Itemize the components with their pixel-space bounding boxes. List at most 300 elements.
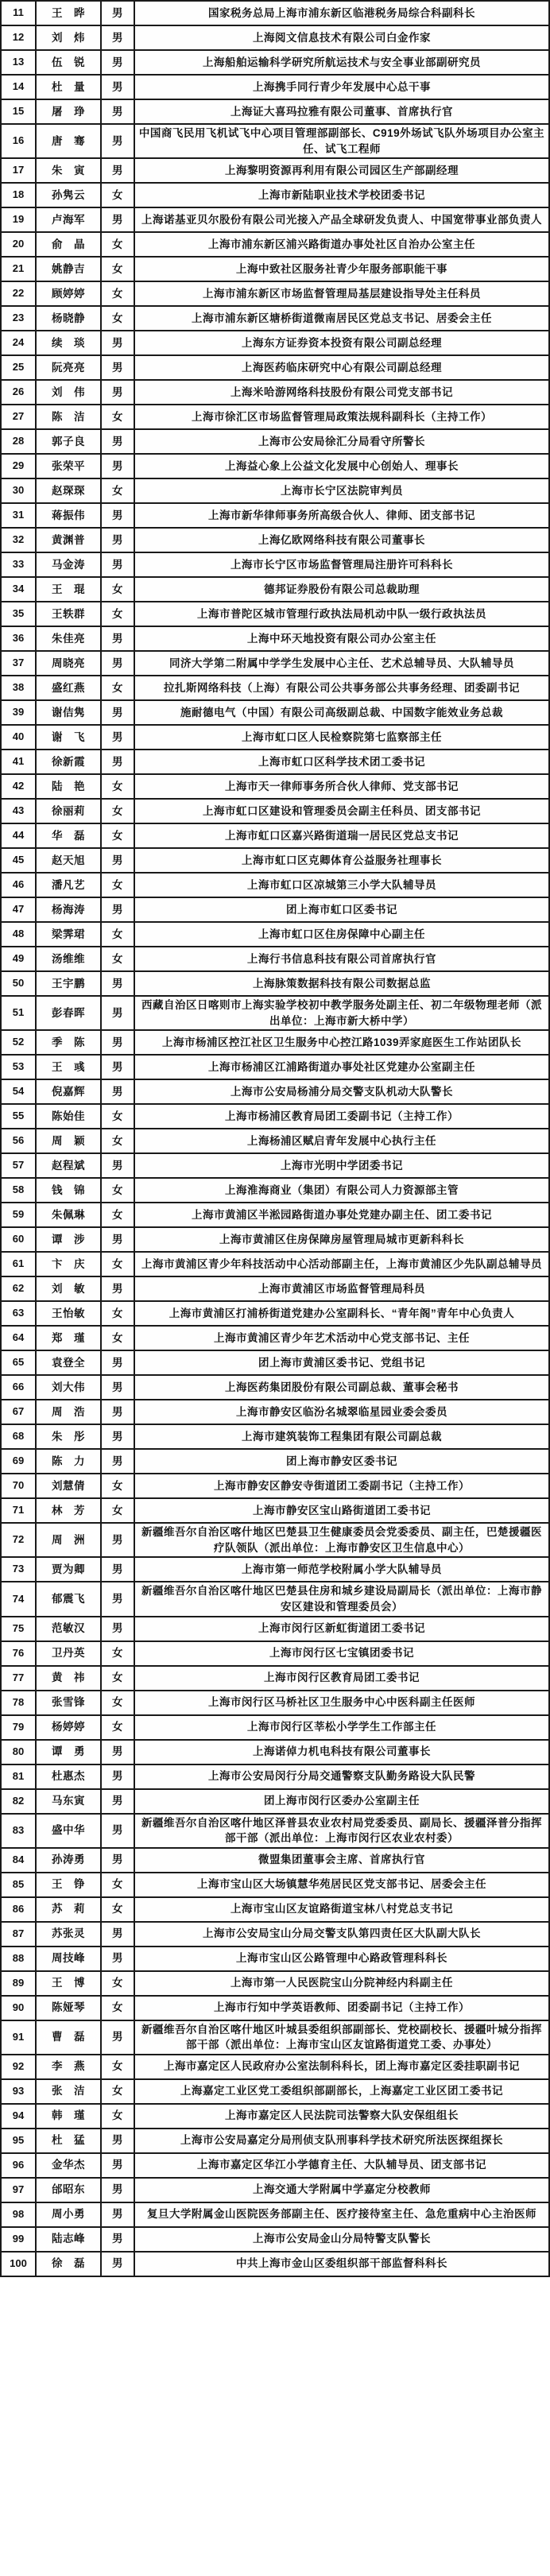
row-number-cell: 74 — [2, 1582, 37, 1617]
name-cell: 杜 猛 — [37, 2129, 102, 2154]
position-cell: 上海益心象上公益文化发展中心创始人、理事长 — [135, 455, 550, 479]
name-cell: 盛中华 — [37, 1815, 102, 1849]
position-cell: 上海市浦东新区市场监督管理局基层建设指导处主任科员 — [135, 282, 550, 307]
table-row — [2, 1997, 550, 2021]
position-cell: 上海市闵行区七宝镇团委书记 — [135, 1642, 550, 1667]
gender-cell: 女 — [102, 1129, 135, 1154]
gender-cell: 女 — [102, 2080, 135, 2105]
position-cell: 上海船舶运输科学研究所航运技术与安全事业部副研究员 — [135, 51, 550, 76]
table-row — [2, 800, 550, 824]
position-cell: 上海市宝山区大场镇慧华苑居民区党支部书记、居委会主任 — [135, 1873, 550, 1898]
row-number-cell: 29 — [2, 455, 37, 479]
row-number-cell: 34 — [2, 578, 37, 602]
name-cell: 徐 磊 — [37, 2253, 102, 2277]
name-cell: 赵天旭 — [37, 849, 102, 874]
row-number-cell: 27 — [2, 405, 37, 430]
position-cell: 新疆维吾尔自治区喀什地区叶城县委组织部副部长、党校副校长、援疆叶城分指挥部干部（派出单位：上海市宝山区友谊路街道党工委、办事处） — [135, 2021, 550, 2055]
table-row — [2, 430, 550, 455]
position-cell: 上海市黄浦区青少年科技活动中心活动部副主任，上海市黄浦区少先队副总辅导员 — [135, 1253, 550, 1277]
table-row — [2, 1080, 550, 1105]
gender-cell: 女 — [102, 1716, 135, 1741]
position-cell: 上海中环天地投资有限公司办公室主任 — [135, 627, 550, 652]
table-row — [2, 972, 550, 997]
name-cell: 周 颖 — [37, 1129, 102, 1154]
row-number-cell: 39 — [2, 701, 37, 726]
row-number-cell: 12 — [2, 26, 37, 51]
position-cell: 新疆维吾尔自治区喀什地区泽普县农业农村局党委委员、副局长、援疆泽普分指挥部干部（派出单位：上海市闵行区农业农村委） — [135, 1815, 550, 1849]
name-cell: 曹 磊 — [37, 2021, 102, 2055]
row-number-cell: 50 — [2, 972, 37, 997]
table-row — [2, 824, 550, 849]
name-cell: 林 芳 — [37, 1499, 102, 1524]
gender-cell: 男 — [102, 2021, 135, 2055]
row-number-cell: 54 — [2, 1080, 37, 1105]
name-cell: 倪嘉辉 — [37, 1080, 102, 1105]
name-cell: 杨海涛 — [37, 898, 102, 923]
name-cell: 陆志峰 — [37, 2228, 102, 2253]
row-number-cell: 24 — [2, 331, 37, 356]
table-row — [2, 676, 550, 701]
table-row — [2, 849, 550, 874]
gender-cell: 男 — [102, 100, 135, 125]
position-cell: 上海市静安区静安寺街道团工委副书记（主持工作） — [135, 1474, 550, 1499]
row-number-cell: 32 — [2, 529, 37, 553]
table-row — [2, 1617, 550, 1642]
name-cell: 姚静吉 — [37, 258, 102, 282]
position-cell: 上海市虹口区凉城第三小学大队辅导员 — [135, 874, 550, 898]
gender-cell: 女 — [102, 824, 135, 849]
position-cell: 上海市浦东新区浦兴路街道办事处社区自治办公室主任 — [135, 233, 550, 258]
gender-cell: 女 — [102, 676, 135, 701]
table-row — [2, 1277, 550, 1302]
table-row — [2, 1642, 550, 1667]
row-number-cell: 98 — [2, 2203, 37, 2228]
position-cell: 上海市静安区临汾名城翠临星园业委会委员 — [135, 1400, 550, 1425]
name-cell: 苏张灵 — [37, 1923, 102, 1947]
table-row — [2, 947, 550, 972]
position-cell: 上海市闵行区马桥社区卫生服务中心中医科副主任医师 — [135, 1691, 550, 1716]
table-row — [2, 1873, 550, 1898]
row-number-cell: 49 — [2, 947, 37, 972]
name-cell: 唐 骞 — [37, 125, 102, 159]
row-number-cell: 42 — [2, 775, 37, 800]
gender-cell: 男 — [102, 1849, 135, 1873]
position-cell: 上海市嘉定区人民政府办公室法制科科长，团上海市嘉定区委挂职副书记 — [135, 2055, 550, 2080]
name-cell: 郁震飞 — [37, 1582, 102, 1617]
row-number-cell: 73 — [2, 1558, 37, 1582]
name-cell: 周晓亮 — [37, 652, 102, 676]
table-row — [2, 1849, 550, 1873]
name-cell: 屠 琤 — [37, 100, 102, 125]
name-cell: 韩 瑾 — [37, 2105, 102, 2129]
table-row — [2, 923, 550, 947]
table-row — [2, 504, 550, 529]
row-number-cell: 46 — [2, 874, 37, 898]
position-cell: 上海市嘉定区人民法院司法警察大队安保组组长 — [135, 2105, 550, 2129]
table-row — [2, 1524, 550, 1558]
gender-cell: 男 — [102, 627, 135, 652]
position-cell: 上海市杨浦区教育局团工委副书记（主持工作） — [135, 1105, 550, 1129]
position-cell: 上海阅文信息技术有限公司白金作家 — [135, 26, 550, 51]
row-number-cell: 40 — [2, 726, 37, 750]
position-cell: 上海证大喜玛拉雅有限公司董事、首席执行官 — [135, 100, 550, 125]
table-row — [2, 51, 550, 76]
row-number-cell: 77 — [2, 1667, 37, 1691]
row-number-cell: 15 — [2, 100, 37, 125]
position-cell: 上海东方证券资本投资有限公司副总经理 — [135, 331, 550, 356]
position-cell: 上海市静安区宝山路街道团工委书记 — [135, 1499, 550, 1524]
table-row — [2, 1302, 550, 1327]
row-number-cell: 72 — [2, 1524, 37, 1558]
gender-cell: 女 — [102, 1499, 135, 1524]
table-row — [2, 2, 550, 26]
table-row — [2, 184, 550, 208]
gender-cell: 女 — [102, 1302, 135, 1327]
name-cell: 赵琛琛 — [37, 479, 102, 504]
name-cell: 杜 量 — [37, 76, 102, 100]
name-cell: 陈娅琴 — [37, 1997, 102, 2021]
table-row — [2, 898, 550, 923]
name-cell: 王宇鹏 — [37, 972, 102, 997]
row-number-cell: 63 — [2, 1302, 37, 1327]
gender-cell: 男 — [102, 1617, 135, 1642]
name-cell: 俞 晶 — [37, 233, 102, 258]
gender-cell: 男 — [102, 1790, 135, 1815]
row-number-cell: 58 — [2, 1179, 37, 1203]
row-number-cell: 19 — [2, 208, 37, 233]
row-number-cell: 53 — [2, 1056, 37, 1080]
row-number-cell: 88 — [2, 1947, 37, 1972]
name-cell: 华 磊 — [37, 824, 102, 849]
table-row — [2, 701, 550, 726]
table-row — [2, 100, 550, 125]
position-cell: 拉扎斯网络科技（上海）有限公司公共事务部公共事务经理、团委副书记 — [135, 676, 550, 701]
row-number-cell: 93 — [2, 2080, 37, 2105]
table-row — [2, 208, 550, 233]
table-row — [2, 627, 550, 652]
name-cell: 潘凡艺 — [37, 874, 102, 898]
row-number-cell: 33 — [2, 553, 37, 578]
name-cell: 陆 艳 — [37, 775, 102, 800]
name-cell: 续 琰 — [37, 331, 102, 356]
row-number-cell: 21 — [2, 258, 37, 282]
table-row — [2, 233, 550, 258]
name-cell: 李 燕 — [37, 2055, 102, 2080]
table-row — [2, 997, 550, 1031]
name-cell: 赵程斌 — [37, 1154, 102, 1179]
position-cell: 上海市公安局嘉定分局刑侦支队刑事科学技术研究所法医探组探长 — [135, 2129, 550, 2154]
row-number-cell: 31 — [2, 504, 37, 529]
table-row — [2, 258, 550, 282]
gender-cell: 男 — [102, 701, 135, 726]
row-number-cell: 64 — [2, 1327, 37, 1351]
row-number-cell: 48 — [2, 923, 37, 947]
row-number-cell: 22 — [2, 282, 37, 307]
row-number-cell: 87 — [2, 1923, 37, 1947]
row-number-cell: 76 — [2, 1642, 37, 1667]
row-number-cell: 79 — [2, 1716, 37, 1741]
name-cell: 刘 敏 — [37, 1277, 102, 1302]
position-cell: 上海市黄浦区半淞园路街道办事处党建办副主任、团工委书记 — [135, 1203, 550, 1228]
row-number-cell: 60 — [2, 1228, 37, 1253]
table-row — [2, 1923, 550, 1947]
row-number-cell: 86 — [2, 1898, 37, 1923]
gender-cell: 男 — [102, 504, 135, 529]
name-cell: 王怡敏 — [37, 1302, 102, 1327]
position-cell: 上海市公安局闵行分局交通警察支队勤务路设大队民警 — [135, 1765, 550, 1790]
gender-cell: 男 — [102, 2179, 135, 2203]
row-number-cell: 47 — [2, 898, 37, 923]
gender-cell: 男 — [102, 1741, 135, 1765]
position-cell: 上海市嘉定区华江小学德育主任、大队辅导员、团支部书记 — [135, 2154, 550, 2179]
name-cell: 卫丹英 — [37, 1642, 102, 1667]
name-cell: 卞 庆 — [37, 1253, 102, 1277]
row-number-cell: 82 — [2, 1790, 37, 1815]
table-row — [2, 750, 550, 775]
position-cell: 上海市虹口区克卿体育公益服务社理事长 — [135, 849, 550, 874]
name-cell: 王 博 — [37, 1972, 102, 1997]
gender-cell: 女 — [102, 282, 135, 307]
row-number-cell: 96 — [2, 2154, 37, 2179]
name-cell: 陈始佳 — [37, 1105, 102, 1129]
position-cell: 上海淮海商业（集团）有限公司人力资源部主管 — [135, 1179, 550, 1203]
name-cell: 王 彧 — [37, 1056, 102, 1080]
table-row — [2, 1947, 550, 1972]
name-cell: 王 晔 — [37, 2, 102, 26]
position-cell: 上海市光明中学团委书记 — [135, 1154, 550, 1179]
row-number-cell: 28 — [2, 430, 37, 455]
name-cell: 谭 勇 — [37, 1741, 102, 1765]
gender-cell: 女 — [102, 947, 135, 972]
gender-cell: 男 — [102, 208, 135, 233]
position-cell: 上海市虹口区嘉兴路街道瑞一居民区党总支书记 — [135, 824, 550, 849]
name-cell: 周 浩 — [37, 1400, 102, 1425]
position-cell: 上海市行知中学英语教师、团委副书记（主持工作） — [135, 1997, 550, 2021]
table-row — [2, 76, 550, 100]
position-cell: 上海脉策数据科技有限公司数据总监 — [135, 972, 550, 997]
gender-cell: 女 — [102, 258, 135, 282]
gender-cell: 男 — [102, 455, 135, 479]
gender-cell: 男 — [102, 2154, 135, 2179]
table-row — [2, 1203, 550, 1228]
name-cell: 汤维维 — [37, 947, 102, 972]
gender-cell: 男 — [102, 331, 135, 356]
position-cell: 上海医药临床研究中心有限公司副总经理 — [135, 356, 550, 381]
gender-cell: 男 — [102, 1947, 135, 1972]
gender-cell: 男 — [102, 1351, 135, 1376]
position-cell: 上海市普陀区城市管理行政执法局机动中队一级行政执法员 — [135, 602, 550, 627]
row-number-cell: 52 — [2, 1031, 37, 1056]
gender-cell: 男 — [102, 381, 135, 405]
name-cell: 刘 炜 — [37, 26, 102, 51]
name-cell: 郑 瑾 — [37, 1327, 102, 1351]
gender-cell: 男 — [102, 1376, 135, 1400]
row-number-cell: 89 — [2, 1972, 37, 1997]
gender-cell: 女 — [102, 1179, 135, 1203]
position-cell: 上海市长宁区市场监督管理局注册许可科科长 — [135, 553, 550, 578]
name-cell: 季 陈 — [37, 1031, 102, 1056]
gender-cell: 女 — [102, 1203, 135, 1228]
table-row — [2, 652, 550, 676]
name-cell: 杨晓静 — [37, 307, 102, 331]
position-cell: 上海米哈游网络科技股份有限公司党支部书记 — [135, 381, 550, 405]
position-cell: 团上海市静安区委书记 — [135, 1450, 550, 1474]
gender-cell: 男 — [102, 2203, 135, 2228]
name-cell: 杜惠杰 — [37, 1765, 102, 1790]
name-cell: 苏 莉 — [37, 1898, 102, 1923]
position-cell: 上海市黄浦区打浦桥街道党建办公室副科长、“青年阁”青年中心负责人 — [135, 1302, 550, 1327]
name-cell: 马金涛 — [37, 553, 102, 578]
gender-cell: 女 — [102, 578, 135, 602]
gender-cell: 男 — [102, 1582, 135, 1617]
table-row — [2, 1499, 550, 1524]
row-number-cell: 35 — [2, 602, 37, 627]
gender-cell: 男 — [102, 2253, 135, 2277]
gender-cell: 男 — [102, 76, 135, 100]
gender-cell: 男 — [102, 1923, 135, 1947]
position-cell: 团上海市黄浦区委书记、党组书记 — [135, 1351, 550, 1376]
table-row — [2, 1031, 550, 1056]
row-number-cell: 100 — [2, 2253, 37, 2277]
table-row — [2, 578, 550, 602]
name-cell: 陈 力 — [37, 1450, 102, 1474]
row-number-cell: 23 — [2, 307, 37, 331]
gender-cell: 男 — [102, 1400, 135, 1425]
gender-cell: 女 — [102, 479, 135, 504]
table-row — [2, 2105, 550, 2129]
position-cell: 微盟集团董事会主席、首席执行官 — [135, 1849, 550, 1873]
position-cell: 中共上海市金山区委组织部干部监督科科长 — [135, 2253, 550, 2277]
position-cell: 上海市公安局杨浦分局交警支队机动大队警长 — [135, 1080, 550, 1105]
name-cell: 盛红燕 — [37, 676, 102, 701]
gender-cell: 男 — [102, 125, 135, 159]
name-cell: 黄 祎 — [37, 1667, 102, 1691]
position-cell: 上海市杨浦区控江社区卫生服务中心控江路1039弄家庭医生工作站团队长 — [135, 1031, 550, 1056]
gender-cell: 女 — [102, 602, 135, 627]
table-row — [2, 1815, 550, 1849]
position-cell: 中国商飞民用飞机试飞中心项目管理部副部长、C919外场试飞队外场项目办公室主任、试飞工程师 — [135, 125, 550, 159]
name-cell: 张荣平 — [37, 455, 102, 479]
row-number-cell: 18 — [2, 184, 37, 208]
gender-cell: 男 — [102, 1080, 135, 1105]
row-number-cell: 30 — [2, 479, 37, 504]
position-cell: 上海黎明资源再利用有限公司园区生产部副经理 — [135, 159, 550, 184]
position-cell: 团上海市虹口区委书记 — [135, 898, 550, 923]
row-number-cell: 56 — [2, 1129, 37, 1154]
row-number-cell: 62 — [2, 1277, 37, 1302]
row-number-cell: 92 — [2, 2055, 37, 2080]
row-number-cell: 69 — [2, 1450, 37, 1474]
position-cell: 上海市闵行区新虹街道团工委书记 — [135, 1617, 550, 1642]
gender-cell: 女 — [102, 1327, 135, 1351]
row-number-cell: 66 — [2, 1376, 37, 1400]
gender-cell: 女 — [102, 800, 135, 824]
table-row — [2, 1450, 550, 1474]
gender-cell: 男 — [102, 972, 135, 997]
position-cell: 施耐德电气（中国）有限公司高级副总裁、中国数字能效业务总裁 — [135, 701, 550, 726]
position-cell: 上海市闵行区教育局团工委书记 — [135, 1667, 550, 1691]
table-row — [2, 1558, 550, 1582]
row-number-cell: 36 — [2, 627, 37, 652]
name-cell: 王轶群 — [37, 602, 102, 627]
name-cell: 谢 飞 — [37, 726, 102, 750]
table-row — [2, 381, 550, 405]
row-number-cell: 14 — [2, 76, 37, 100]
position-cell: 上海市虹口区建设和管理委员会副主任科员、团支部书记 — [135, 800, 550, 824]
name-cell: 王 琨 — [37, 578, 102, 602]
position-cell: 上海携手同行青少年发展中心总干事 — [135, 76, 550, 100]
table-row — [2, 1376, 550, 1400]
gender-cell: 男 — [102, 750, 135, 775]
row-number-cell: 17 — [2, 159, 37, 184]
gender-cell: 男 — [102, 2129, 135, 2154]
position-cell: 同济大学第二附属中学学生发展中心主任、艺术总辅导员、大队辅导员 — [135, 652, 550, 676]
position-cell: 上海诺倬力机电科技有限公司董事长 — [135, 1741, 550, 1765]
gender-cell: 女 — [102, 233, 135, 258]
gender-cell: 男 — [102, 159, 135, 184]
row-number-cell: 16 — [2, 125, 37, 159]
position-cell: 国家税务总局上海市浦东新区临港税务局综合科副科长 — [135, 2, 550, 26]
name-cell: 金华杰 — [37, 2154, 102, 2179]
gender-cell: 女 — [102, 775, 135, 800]
table-row — [2, 2154, 550, 2179]
name-cell: 孙涛勇 — [37, 1849, 102, 1873]
row-number-cell: 55 — [2, 1105, 37, 1129]
name-cell: 袁登全 — [37, 1351, 102, 1376]
table-row — [2, 1400, 550, 1425]
position-cell: 上海诺基亚贝尔股份有限公司光接入产品全球研发负责人、中国宽带事业部负责人 — [135, 208, 550, 233]
gender-cell: 女 — [102, 184, 135, 208]
position-cell: 上海市公安局宝山分局交警支队第四责任区大队副大队长 — [135, 1923, 550, 1947]
name-cell: 朱佩琳 — [37, 1203, 102, 1228]
gender-cell: 女 — [102, 1997, 135, 2021]
gender-cell: 男 — [102, 1031, 135, 1056]
name-cell: 朱 彤 — [37, 1425, 102, 1450]
table-row — [2, 2179, 550, 2203]
name-cell: 周 洲 — [37, 1524, 102, 1558]
position-cell: 上海嘉定工业区党工委组织部副部长，上海嘉定工业区团工委书记 — [135, 2080, 550, 2105]
table-row — [2, 1691, 550, 1716]
table-row — [2, 1741, 550, 1765]
name-cell: 郭子良 — [37, 430, 102, 455]
table-row — [2, 2203, 550, 2228]
row-number-cell: 20 — [2, 233, 37, 258]
row-number-cell: 38 — [2, 676, 37, 701]
table-row — [2, 1351, 550, 1376]
gender-cell: 女 — [102, 923, 135, 947]
position-cell: 上海市新陆职业技术学校团委书记 — [135, 184, 550, 208]
gender-cell: 女 — [102, 1873, 135, 1898]
row-number-cell: 85 — [2, 1873, 37, 1898]
table-row — [2, 874, 550, 898]
name-cell: 谢佶隽 — [37, 701, 102, 726]
position-cell: 新疆维吾尔自治区喀什地区巴楚县卫生健康委员会党委委员、副主任，巴楚援疆医疗队领队（派出单位：上海市静安区卫生信息中心） — [135, 1524, 550, 1558]
row-number-cell: 94 — [2, 2105, 37, 2129]
gender-cell: 男 — [102, 2228, 135, 2253]
gender-cell: 男 — [102, 1815, 135, 1849]
table-row — [2, 1790, 550, 1815]
row-number-cell: 84 — [2, 1849, 37, 1873]
name-cell: 彭春晖 — [37, 997, 102, 1031]
row-number-cell: 43 — [2, 800, 37, 824]
position-cell: 上海市新华律师事务所高级合伙人、律师、团支部书记 — [135, 504, 550, 529]
table-row — [2, 307, 550, 331]
name-cell: 梁霁珺 — [37, 923, 102, 947]
gender-cell: 男 — [102, 2, 135, 26]
table-row — [2, 1474, 550, 1499]
table-row — [2, 726, 550, 750]
position-cell: 上海市宝山区友谊路街道宝林八村党总支书记 — [135, 1898, 550, 1923]
